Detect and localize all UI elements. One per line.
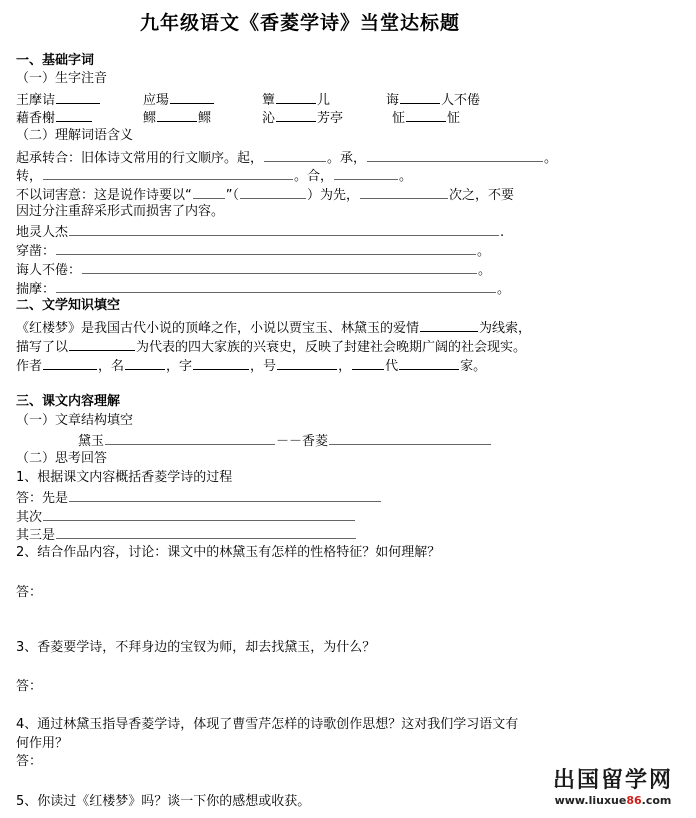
blank[interactable] xyxy=(360,185,448,199)
blank[interactable] xyxy=(125,356,165,370)
text: 其三是 xyxy=(16,528,56,543)
word-wangmojie: 王摩诘 xyxy=(16,93,56,108)
question-5: 5、你读过《红楼梦》吗？谈一下你的感想或收获。 xyxy=(16,794,311,809)
blank[interactable] xyxy=(43,507,355,521)
text: 。 xyxy=(497,282,511,297)
text: ， xyxy=(338,359,352,374)
url-part: .com xyxy=(641,794,672,807)
blank[interactable] xyxy=(157,108,197,122)
blank[interactable] xyxy=(82,260,477,274)
word-er: 儿 xyxy=(317,93,331,108)
text: 为线索， xyxy=(479,321,532,336)
word-zheng-1: 怔 xyxy=(392,111,406,126)
pinyin-row-1 xyxy=(16,90,101,110)
section-3-heading: 三、课文内容理解 xyxy=(16,394,121,409)
blank[interactable] xyxy=(352,356,384,370)
section-1-heading: 一、基础字词 xyxy=(16,53,95,68)
word-hui: 诲 xyxy=(386,93,400,108)
text: 《红楼梦》是我国古代小说的顶峰之作，小说以贾宝玉、林黛玉的爱情 xyxy=(16,321,420,336)
text: 。 xyxy=(478,263,492,278)
blank[interactable] xyxy=(420,318,478,332)
text: 。合， xyxy=(294,169,334,184)
blank[interactable] xyxy=(240,185,306,199)
section-1-sub-2: （二）理解词语含义 xyxy=(16,128,134,143)
text: 。 xyxy=(477,244,491,259)
watermark-name: 出国留学网 xyxy=(552,768,673,793)
blank[interactable] xyxy=(276,90,316,104)
url-part: 86 xyxy=(626,794,642,807)
word-renbujuan: 人不倦 xyxy=(441,93,481,108)
text: 起承转合：旧体诗文常用的行文顺序。起， xyxy=(16,151,264,166)
text: 诲人不倦： xyxy=(16,263,82,278)
blank[interactable] xyxy=(56,525,356,539)
buyi-line-2: 因过分注重辞采形式而损害了内容。 xyxy=(16,204,225,219)
text: 。 xyxy=(544,151,558,166)
qizhuan-line-1 xyxy=(16,148,557,168)
text: 黛玉 xyxy=(78,434,105,449)
q1-answer-c xyxy=(16,525,357,545)
text: 揣摩： xyxy=(16,282,56,297)
blank[interactable] xyxy=(170,90,214,104)
q1-answer-a xyxy=(16,488,382,508)
section-3-sub-2: （二）思考回答 xyxy=(16,451,108,466)
text: 不以词害意：这是说作诗要以“ xyxy=(16,188,192,203)
honglou-line-1 xyxy=(16,318,531,338)
chuaimo-line xyxy=(16,279,510,299)
blank[interactable] xyxy=(105,431,275,445)
question-4-line-1: 4、通过林黛玉指导香菱学诗，体现了曹雪芹怎样的诗歌创作思想？这对我们学习语文有 xyxy=(16,717,519,732)
question-3: 3、香菱要学诗，不拜身边的宝钗为师，却去找黛玉，为什么？ xyxy=(16,640,376,655)
blank[interactable] xyxy=(56,241,476,255)
q4-answer-label: 答： xyxy=(16,754,43,769)
blank[interactable] xyxy=(193,356,249,370)
blank[interactable] xyxy=(264,148,326,162)
text: 次之，不要 xyxy=(449,188,515,203)
section-1-sub-1: （一）生字注音 xyxy=(16,71,108,86)
pinyin-row-1-b xyxy=(143,90,215,110)
word-guan-2: 鳏 xyxy=(198,111,212,126)
blank[interactable] xyxy=(277,356,337,370)
text: 其次 xyxy=(16,510,43,525)
structure-line xyxy=(78,431,492,451)
site-watermark xyxy=(538,768,688,808)
honglou-line-2 xyxy=(16,337,526,357)
question-2: 2、结合作品内容，讨论：课文中的林黛玉有怎样的性格特征？如何理解？ xyxy=(16,545,441,560)
buyi-line-1 xyxy=(16,185,514,205)
chuanzao-line xyxy=(16,241,490,261)
author-line xyxy=(16,356,486,376)
page-title: 九年级语文《香菱学诗》当堂达标题 xyxy=(139,12,460,34)
dilin-line xyxy=(16,222,504,242)
blank[interactable] xyxy=(406,108,446,122)
text: 穿凿： xyxy=(16,244,56,259)
q3-answer-label: 答： xyxy=(16,679,43,694)
text: 转， xyxy=(16,169,43,184)
blank[interactable] xyxy=(56,108,92,122)
pinyin-row-1-d xyxy=(386,90,480,110)
blank[interactable] xyxy=(399,356,459,370)
text: ，名 xyxy=(98,359,125,374)
pinyin-row-2-b xyxy=(143,108,211,128)
blank[interactable] xyxy=(69,337,135,351)
text: ，号 xyxy=(250,359,277,374)
url-part: www.liuxue xyxy=(554,794,627,807)
qizhuan-line-2 xyxy=(16,166,412,186)
blank[interactable] xyxy=(56,279,496,293)
text: －－香菱 xyxy=(276,434,329,449)
text: 家。 xyxy=(460,359,487,374)
blank[interactable] xyxy=(43,166,293,180)
word-guan-1: 鳏 xyxy=(143,111,157,126)
huiren-line xyxy=(16,260,491,280)
blank[interactable] xyxy=(367,148,543,162)
word-dian: 簟 xyxy=(262,93,276,108)
word-jixiangxie: 藉香榭 xyxy=(16,111,56,126)
text: 为代表的四大家族的兴衰史，反映了封建社会晚期广阔的社会现实。 xyxy=(136,340,527,355)
pinyin-row-1-c xyxy=(262,90,330,110)
blank[interactable] xyxy=(276,108,316,122)
question-1: 1、根据课文内容概括香菱学诗的过程 xyxy=(16,470,233,485)
question-4-line-2: 何作用？ xyxy=(16,736,69,751)
word-zheng-2: 怔 xyxy=(447,111,461,126)
word-fangting: 芳亭 xyxy=(317,111,344,126)
blank[interactable] xyxy=(400,90,440,104)
text: 答：先是 xyxy=(16,491,69,506)
blank[interactable] xyxy=(193,185,225,199)
pinyin-row-2 xyxy=(16,108,93,128)
section-2-heading: 二、文学知识填空 xyxy=(16,298,121,313)
blank[interactable] xyxy=(43,356,97,370)
word-qin: 沁 xyxy=(262,111,276,126)
q1-answer-b xyxy=(16,507,356,527)
text: 代 xyxy=(385,359,399,374)
text: . xyxy=(500,225,505,240)
text: 描写了以 xyxy=(16,340,69,355)
text: 。 xyxy=(399,169,413,184)
blank[interactable] xyxy=(334,166,398,180)
blank[interactable] xyxy=(56,90,100,104)
q2-answer-label: 答： xyxy=(16,585,43,600)
blank[interactable] xyxy=(329,431,491,445)
text: 作者 xyxy=(16,359,43,374)
text: ，字 xyxy=(166,359,193,374)
text: ）为先， xyxy=(307,188,360,203)
text: 。承， xyxy=(327,151,367,166)
text: ”（ xyxy=(225,188,239,203)
watermark-url xyxy=(538,794,688,808)
text: 地灵人杰 xyxy=(16,225,69,240)
blank[interactable] xyxy=(69,222,499,236)
section-3-sub-1: （一）文章结构填空 xyxy=(16,413,134,428)
word-yingyang: 应瑒 xyxy=(143,93,170,108)
pinyin-row-2-c xyxy=(262,108,343,128)
blank[interactable] xyxy=(69,488,381,502)
pinyin-row-2-d xyxy=(392,108,460,128)
